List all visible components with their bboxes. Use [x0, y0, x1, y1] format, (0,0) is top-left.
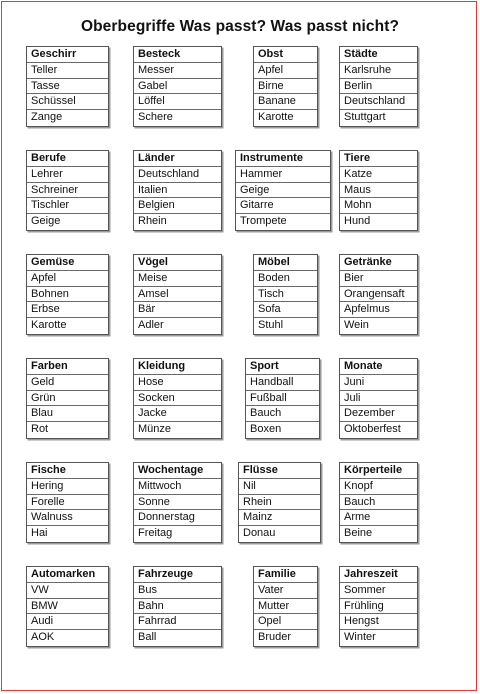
category-header: Städte [340, 47, 417, 63]
category-item: Adler [138, 319, 164, 331]
category-box [253, 46, 318, 127]
category-item: Banane [254, 94, 317, 110]
category-header: Sport [246, 359, 319, 375]
category-item: Geld [27, 375, 108, 391]
category-header: Länder [134, 151, 221, 167]
category-item: Donau [243, 527, 276, 539]
category-item: Karotte [258, 111, 294, 123]
category-item: Socken [134, 391, 221, 407]
category-item: Vater [254, 583, 317, 599]
category-item: Bahn [134, 599, 221, 615]
category-item: Juni [340, 375, 417, 391]
category-item: Ball [138, 631, 157, 643]
category-item: Gitarre [236, 198, 330, 214]
category-item: Grün [27, 391, 108, 407]
category-box [133, 46, 222, 127]
category-item: Oktoberfest [344, 423, 401, 435]
category-item: Stuhl [258, 319, 284, 331]
category-header: Getränke [340, 255, 417, 271]
category-box [26, 462, 109, 543]
category-header: Vögel [134, 255, 221, 271]
category-item: Hering [27, 479, 108, 495]
category-item: Hund [344, 215, 371, 227]
category-item: Birne [254, 79, 317, 95]
category-item: Boden [254, 271, 317, 287]
category-item: Handball [246, 375, 319, 391]
category-header: Instrumente [236, 151, 330, 167]
category-item: Boxen [250, 423, 282, 435]
category-item: AOK [31, 631, 55, 643]
category-box [238, 462, 321, 543]
category-item: Tasse [27, 79, 108, 95]
category-item: Geige [31, 215, 61, 227]
category-item: Mohn [340, 198, 417, 214]
category-item: Bauch [246, 406, 319, 422]
category-header: Wochentage [134, 463, 221, 479]
category-item: Maus [340, 183, 417, 199]
category-item: Löffel [134, 94, 221, 110]
category-item: Zange [31, 111, 63, 123]
category-item: Meise [134, 271, 221, 287]
category-item: Forelle [27, 495, 108, 511]
category-item: Bus [134, 583, 221, 599]
category-header: Obst [254, 47, 317, 63]
category-box [26, 566, 109, 647]
category-item: Deutschland [340, 94, 417, 110]
category-item: Hengst [340, 614, 417, 630]
category-box [339, 46, 418, 127]
category-box [253, 566, 318, 647]
category-item: Sofa [254, 302, 317, 318]
category-box [339, 566, 418, 647]
category-item: Donnerstag [134, 510, 221, 526]
category-item: Schüssel [27, 94, 108, 110]
category-item: Wein [344, 319, 369, 331]
category-item: Bauch [340, 495, 417, 511]
category-item: Bär [134, 302, 221, 318]
category-item: Apfel [254, 63, 317, 79]
category-box [339, 358, 418, 439]
category-item: Hose [134, 375, 221, 391]
category-header: Familie [254, 567, 317, 583]
category-item: Karotte [31, 319, 67, 331]
category-box [26, 150, 109, 231]
category-header: Geschirr [27, 47, 108, 63]
category-item: Blau [27, 406, 108, 422]
category-item: Tisch [254, 287, 317, 303]
category-header: Automarken [27, 567, 108, 583]
category-item: Beine [344, 527, 373, 539]
category-item: Opel [254, 614, 317, 630]
category-item: Knopf [340, 479, 417, 495]
category-header: Jahreszeit [340, 567, 417, 583]
category-box [26, 46, 109, 127]
category-box [253, 254, 318, 335]
category-item: Belgien [134, 198, 221, 214]
category-item: Apfelmus [340, 302, 417, 318]
category-item: Rhein [138, 215, 167, 227]
category-item: Schreiner [27, 183, 108, 199]
category-item: Rot [31, 423, 49, 435]
category-item: Gabel [134, 79, 221, 95]
category-box [235, 150, 331, 231]
page-title: Oberbegriffe Was passt? Was passt nicht? [80, 18, 400, 35]
category-item: Sommer [340, 583, 417, 599]
category-item: Lehrer [27, 167, 108, 183]
category-item: Bier [340, 271, 417, 287]
category-item: Italien [134, 183, 221, 199]
category-item: Messer [134, 63, 221, 79]
category-item: Jacke [134, 406, 221, 422]
category-box [339, 150, 418, 231]
category-item: Schere [138, 111, 173, 123]
category-box [133, 462, 222, 543]
category-item: Nil [239, 479, 320, 495]
category-item: Frühling [340, 599, 417, 615]
category-item: Amsel [134, 287, 221, 303]
category-item: Dezember [340, 406, 417, 422]
category-item: VW [27, 583, 108, 599]
category-item: Apfel [27, 271, 108, 287]
category-header: Flüsse [239, 463, 320, 479]
category-item: Katze [340, 167, 417, 183]
category-item: Winter [344, 631, 376, 643]
category-item: Karlsruhe [340, 63, 417, 79]
category-header: Besteck [134, 47, 221, 63]
category-item: Tischler [27, 198, 108, 214]
category-header: Monate [340, 359, 417, 375]
category-item: Hammer [236, 167, 330, 183]
category-box [26, 358, 109, 439]
category-header: Tiere [340, 151, 417, 167]
category-header: Fische [27, 463, 108, 479]
category-item: Berlin [340, 79, 417, 95]
category-item: Trompete [240, 215, 287, 227]
category-item: Fahrrad [134, 614, 221, 630]
category-header: Berufe [27, 151, 108, 167]
category-item: Hai [31, 527, 48, 539]
category-item: Sonne [134, 495, 221, 511]
category-item: Fußball [246, 391, 319, 407]
category-item: Deutschland [134, 167, 221, 183]
category-box [133, 254, 222, 335]
category-item: Münze [138, 423, 172, 435]
category-item: Juli [340, 391, 417, 407]
category-item: Orangensaft [340, 287, 417, 303]
category-header: Fahrzeuge [134, 567, 221, 583]
category-item: BMW [27, 599, 108, 615]
category-item: Arme [340, 510, 417, 526]
category-header: Farben [27, 359, 108, 375]
category-header: Gemüse [27, 255, 108, 271]
category-item: Erbse [27, 302, 108, 318]
category-item: Teller [27, 63, 108, 79]
category-box [133, 150, 222, 231]
category-item: Geige [236, 183, 330, 199]
category-item: Mittwoch [134, 479, 221, 495]
category-box [245, 358, 320, 439]
category-header: Möbel [254, 255, 317, 271]
category-item: Rhein [239, 495, 320, 511]
category-header: Körperteile [340, 463, 417, 479]
category-item: Bruder [258, 631, 292, 643]
category-item: Mainz [239, 510, 320, 526]
category-box [339, 254, 418, 335]
category-item: Freitag [138, 527, 173, 539]
category-item: Bohnen [27, 287, 108, 303]
category-item: Walnuss [27, 510, 108, 526]
category-box [133, 358, 222, 439]
category-item: Audi [27, 614, 108, 630]
category-item: Stuttgart [344, 111, 386, 123]
category-item: Mutter [254, 599, 317, 615]
category-box [339, 462, 418, 543]
category-box [133, 566, 222, 647]
category-header: Kleidung [134, 359, 221, 375]
category-box [26, 254, 109, 335]
